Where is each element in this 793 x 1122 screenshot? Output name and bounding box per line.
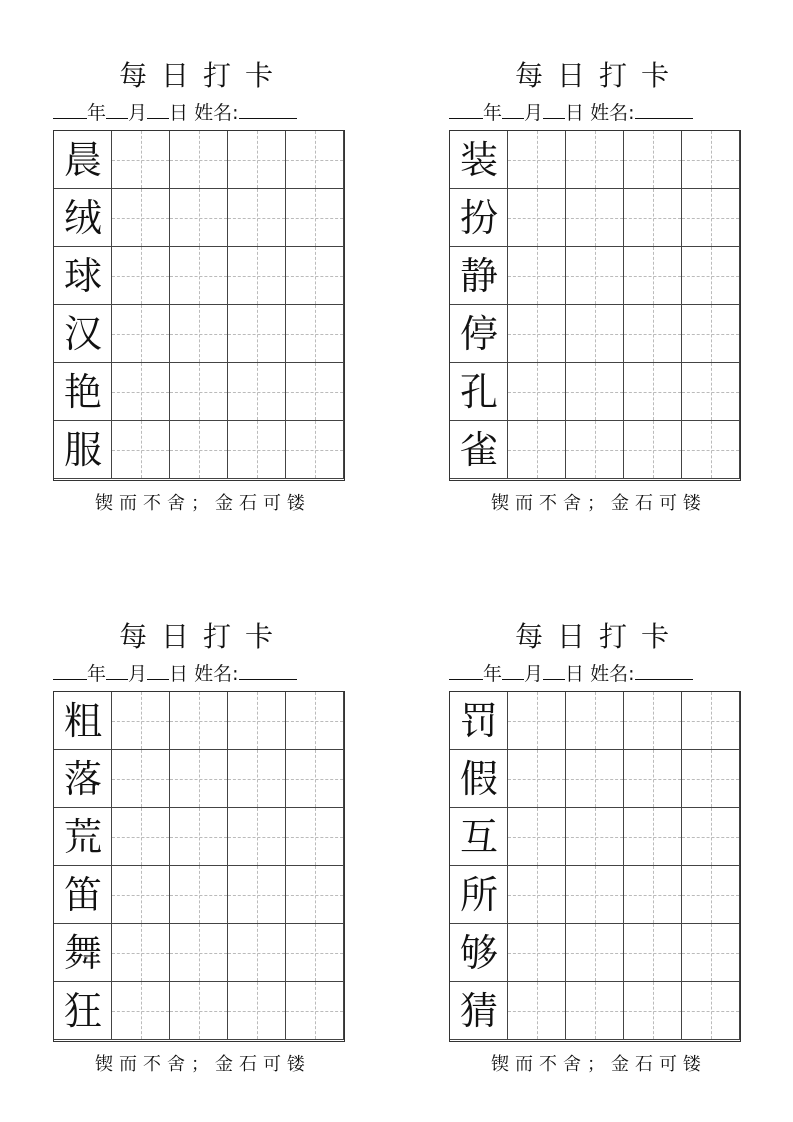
month-blank[interactable] (106, 659, 128, 680)
practice-cell[interactable] (286, 866, 344, 924)
model-character: 落 (63, 757, 102, 801)
practice-cell[interactable] (228, 692, 286, 750)
model-cell (450, 131, 508, 189)
practice-cell[interactable] (624, 866, 682, 924)
practice-cell[interactable] (682, 692, 740, 750)
writing-grid (53, 130, 345, 481)
practice-cell[interactable] (112, 866, 170, 924)
practice-cell[interactable] (566, 363, 624, 421)
practice-cell[interactable] (286, 131, 344, 189)
practice-cell[interactable] (228, 363, 286, 421)
grid-row (450, 305, 740, 363)
card-title: 每日打卡 (514, 620, 683, 653)
practice-cell[interactable] (286, 982, 344, 1040)
practice-cell[interactable] (228, 131, 286, 189)
model-cell (450, 808, 508, 866)
day-blank[interactable] (543, 659, 565, 680)
practice-cell[interactable] (228, 247, 286, 305)
grid-row (54, 305, 344, 363)
day-blank[interactable] (147, 659, 169, 680)
grid-row (450, 363, 740, 421)
model-character: 扮 (459, 196, 498, 240)
practice-cell[interactable] (508, 131, 566, 189)
date-name-line (53, 98, 353, 124)
practice-cell[interactable] (508, 247, 566, 305)
practice-cell[interactable] (566, 982, 624, 1040)
practice-cell[interactable] (112, 924, 170, 982)
grid-row (54, 808, 344, 866)
grid-row (450, 247, 740, 305)
practice-cell[interactable] (566, 189, 624, 247)
month-label: 月 (128, 663, 148, 685)
grid-row (54, 131, 344, 189)
grid-row (54, 866, 344, 924)
month-label: 月 (524, 663, 544, 685)
practice-cell[interactable] (508, 363, 566, 421)
practice-cell[interactable] (566, 305, 624, 363)
practice-cell[interactable] (112, 750, 170, 808)
practice-cell[interactable] (566, 247, 624, 305)
grid-row (54, 189, 344, 247)
date-name-line (53, 659, 353, 685)
model-cell (54, 750, 112, 808)
grid-row (54, 982, 344, 1040)
date-name-line (449, 659, 749, 685)
practice-cell[interactable] (508, 692, 566, 750)
motto-text: 锲而不舍；金石可镂 (95, 493, 311, 514)
model-character: 服 (63, 428, 102, 472)
practice-cell[interactable] (624, 421, 682, 479)
practice-cell[interactable] (286, 421, 344, 479)
practice-cell[interactable] (170, 866, 228, 924)
month-blank[interactable] (502, 98, 524, 119)
name-label: 姓名: (194, 102, 239, 124)
practice-cell[interactable] (286, 305, 344, 363)
model-character: 停 (459, 312, 498, 356)
practice-cell[interactable] (624, 363, 682, 421)
practice-cell[interactable] (508, 750, 566, 808)
practice-card-1 (53, 54, 353, 514)
model-cell (450, 692, 508, 750)
practice-cell[interactable] (508, 421, 566, 479)
model-cell (54, 924, 112, 982)
model-character: 所 (459, 873, 498, 917)
model-cell (54, 189, 112, 247)
model-character: 够 (459, 931, 498, 975)
practice-cell[interactable] (682, 305, 740, 363)
practice-cell[interactable] (566, 750, 624, 808)
year-label: 年 (87, 102, 107, 124)
model-cell (54, 247, 112, 305)
motto-text: 锲而不舍；金石可镂 (491, 493, 707, 514)
year-blank[interactable] (53, 659, 87, 680)
day-label: 日 (169, 102, 189, 124)
model-character: 粗 (63, 699, 102, 743)
model-cell (54, 692, 112, 750)
name-label: 姓名: (590, 663, 635, 685)
practice-cell[interactable] (228, 189, 286, 247)
year-blank[interactable] (449, 659, 483, 680)
date-name-line (449, 98, 749, 124)
practice-cell[interactable] (624, 692, 682, 750)
day-blank[interactable] (147, 98, 169, 119)
practice-card-4 (449, 615, 749, 1075)
practice-cell[interactable] (508, 189, 566, 247)
name-label: 姓名: (194, 663, 239, 685)
grid-row (450, 189, 740, 247)
practice-cell[interactable] (682, 982, 740, 1040)
day-blank[interactable] (543, 98, 565, 119)
grid-row (54, 692, 344, 750)
model-cell (54, 808, 112, 866)
practice-cell[interactable] (682, 363, 740, 421)
practice-cell[interactable] (682, 189, 740, 247)
model-cell (54, 363, 112, 421)
model-character: 荒 (63, 815, 102, 859)
day-label: 日 (565, 102, 585, 124)
practice-cell[interactable] (682, 421, 740, 479)
model-cell (54, 305, 112, 363)
grid-row (54, 924, 344, 982)
practice-cell[interactable] (170, 189, 228, 247)
month-label: 月 (128, 102, 148, 124)
writing-grid (449, 691, 741, 1042)
name-blank[interactable] (239, 98, 297, 119)
practice-cell[interactable] (228, 750, 286, 808)
grid-row (450, 924, 740, 982)
practice-card-2 (449, 54, 749, 514)
practice-cell[interactable] (286, 363, 344, 421)
model-character: 晨 (63, 138, 102, 182)
practice-cell[interactable] (112, 363, 170, 421)
practice-cell[interactable] (624, 982, 682, 1040)
model-character: 装 (459, 138, 498, 182)
year-label: 年 (483, 102, 503, 124)
practice-cell[interactable] (170, 808, 228, 866)
model-character: 互 (459, 815, 498, 859)
practice-cell[interactable] (112, 131, 170, 189)
model-cell (54, 866, 112, 924)
practice-cell[interactable] (566, 866, 624, 924)
practice-cell[interactable] (566, 924, 624, 982)
motto-text: 锲而不舍；金石可镂 (95, 1054, 311, 1075)
name-blank[interactable] (635, 659, 693, 680)
name-label: 姓名: (590, 102, 635, 124)
card-title: 每日打卡 (118, 59, 287, 92)
card-title: 每日打卡 (514, 59, 683, 92)
model-character: 罚 (459, 699, 498, 743)
writing-grid (53, 691, 345, 1042)
practice-cell[interactable] (170, 363, 228, 421)
month-blank[interactable] (502, 659, 524, 680)
practice-cell[interactable] (170, 131, 228, 189)
model-character: 孔 (459, 370, 498, 414)
model-character: 艳 (63, 370, 102, 414)
practice-cell[interactable] (228, 305, 286, 363)
model-character: 狂 (63, 989, 102, 1033)
grid-row (450, 866, 740, 924)
model-character: 静 (459, 254, 498, 298)
grid-row (450, 692, 740, 750)
practice-cell[interactable] (286, 924, 344, 982)
practice-cell[interactable] (682, 866, 740, 924)
practice-cell[interactable] (624, 189, 682, 247)
year-blank[interactable] (53, 98, 87, 119)
year-blank[interactable] (449, 98, 483, 119)
practice-cell[interactable] (170, 982, 228, 1040)
name-blank[interactable] (635, 98, 693, 119)
practice-cell[interactable] (228, 866, 286, 924)
practice-cell[interactable] (566, 692, 624, 750)
practice-cell[interactable] (624, 247, 682, 305)
grid-row (450, 421, 740, 479)
model-character: 笛 (63, 873, 102, 917)
practice-cell[interactable] (170, 924, 228, 982)
model-character: 假 (459, 757, 498, 801)
practice-cell[interactable] (624, 750, 682, 808)
card-title: 每日打卡 (118, 620, 287, 653)
model-cell (450, 982, 508, 1040)
model-cell (450, 305, 508, 363)
model-cell (450, 189, 508, 247)
practice-cell[interactable] (682, 247, 740, 305)
model-cell (54, 982, 112, 1040)
grid-row (450, 982, 740, 1040)
practice-cell[interactable] (624, 305, 682, 363)
practice-cell[interactable] (286, 692, 344, 750)
practice-cell[interactable] (170, 421, 228, 479)
month-blank[interactable] (106, 98, 128, 119)
model-character: 球 (63, 254, 102, 298)
model-character: 舞 (63, 931, 102, 975)
grid-row (54, 421, 344, 479)
practice-cell[interactable] (112, 247, 170, 305)
grid-row (54, 363, 344, 421)
model-character: 雀 (459, 428, 498, 472)
grid-row (54, 750, 344, 808)
model-character: 猜 (459, 989, 498, 1033)
year-label: 年 (483, 663, 503, 685)
practice-cell[interactable] (682, 750, 740, 808)
month-label: 月 (524, 102, 544, 124)
practice-cell[interactable] (508, 808, 566, 866)
practice-cell[interactable] (228, 924, 286, 982)
practice-cell[interactable] (682, 808, 740, 866)
practice-cell[interactable] (286, 750, 344, 808)
practice-cell[interactable] (624, 924, 682, 982)
practice-cell[interactable] (112, 421, 170, 479)
grid-row (450, 808, 740, 866)
practice-cell[interactable] (286, 189, 344, 247)
model-character: 绒 (63, 196, 102, 240)
grid-row (450, 750, 740, 808)
practice-cell[interactable] (624, 131, 682, 189)
model-cell (450, 421, 508, 479)
motto-text: 锲而不舍；金石可镂 (491, 1054, 707, 1075)
grid-row (54, 247, 344, 305)
practice-cell[interactable] (228, 808, 286, 866)
practice-cell[interactable] (112, 808, 170, 866)
practice-cell[interactable] (286, 247, 344, 305)
practice-cell[interactable] (566, 131, 624, 189)
name-blank[interactable] (239, 659, 297, 680)
practice-cell[interactable] (170, 750, 228, 808)
practice-cell[interactable] (682, 924, 740, 982)
day-label: 日 (565, 663, 585, 685)
model-cell (450, 363, 508, 421)
practice-cell[interactable] (112, 692, 170, 750)
model-cell (54, 131, 112, 189)
model-cell (450, 924, 508, 982)
model-cell (54, 421, 112, 479)
day-label: 日 (169, 663, 189, 685)
practice-cell[interactable] (508, 866, 566, 924)
practice-cell[interactable] (228, 982, 286, 1040)
model-cell (450, 750, 508, 808)
practice-cell[interactable] (228, 421, 286, 479)
practice-cell[interactable] (112, 189, 170, 247)
practice-cell[interactable] (566, 808, 624, 866)
practice-cell[interactable] (112, 305, 170, 363)
practice-cell[interactable] (508, 305, 566, 363)
practice-cell[interactable] (566, 421, 624, 479)
practice-cell[interactable] (170, 247, 228, 305)
practice-cell[interactable] (170, 305, 228, 363)
practice-cell[interactable] (170, 692, 228, 750)
grid-row (450, 131, 740, 189)
practice-cell[interactable] (624, 808, 682, 866)
model-cell (450, 247, 508, 305)
year-label: 年 (87, 663, 107, 685)
practice-card-3 (53, 615, 353, 1075)
model-character: 汉 (63, 312, 102, 356)
practice-cell[interactable] (508, 982, 566, 1040)
practice-cell[interactable] (112, 982, 170, 1040)
writing-grid (449, 130, 741, 481)
model-cell (450, 866, 508, 924)
practice-cell[interactable] (682, 131, 740, 189)
practice-cell[interactable] (508, 924, 566, 982)
practice-cell[interactable] (286, 808, 344, 866)
